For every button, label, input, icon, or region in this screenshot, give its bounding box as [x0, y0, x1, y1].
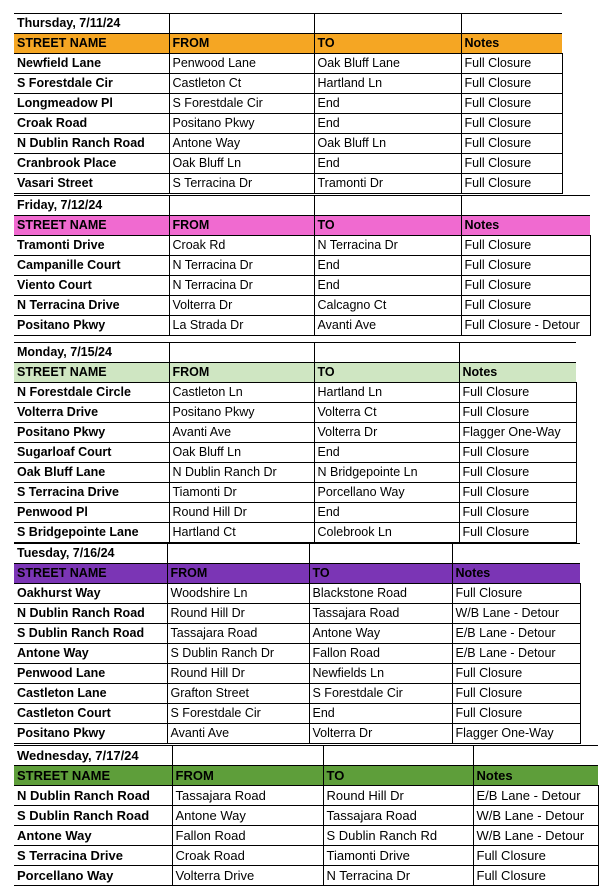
day-title: Thursday, 7/11/24 [14, 14, 169, 34]
notes-cell: Full Closure [461, 296, 590, 316]
col-notes-header: Notes [459, 363, 576, 383]
notes-cell: Full Closure [461, 236, 590, 256]
street-cell: S Dublin Ranch Road [14, 806, 172, 826]
to-cell: Antone Way [309, 624, 452, 644]
from-cell: Oak Bluff Ln [169, 154, 314, 174]
from-cell: Avanti Ave [169, 423, 314, 443]
to-cell: Tramonti Dr [314, 174, 461, 194]
day-title-row [14, 14, 562, 34]
notes-cell: E/B Lane - Detour [473, 786, 598, 806]
notes-cell: Full Closure [459, 443, 576, 463]
from-cell: Avanti Ave [167, 724, 309, 744]
col-notes-header: Notes [473, 766, 598, 786]
notes-cell: Flagger One-Way [452, 724, 580, 744]
from-cell: Woodshire Ln [167, 584, 309, 604]
from-cell: Castleton Ct [169, 74, 314, 94]
notes-cell: Full Closure [461, 114, 562, 134]
table-row [14, 624, 580, 644]
to-cell: Tassajara Road [309, 604, 452, 624]
table-row [14, 846, 598, 866]
notes-cell: Full Closure [459, 523, 576, 543]
day-title: Monday, 7/15/24 [14, 343, 169, 363]
notes-cell: Full Closure [459, 403, 576, 423]
street-cell: S Terracina Drive [14, 846, 172, 866]
from-cell: Round Hill Dr [169, 503, 314, 523]
to-cell: End [314, 503, 459, 523]
from-cell: Penwood Lane [169, 54, 314, 74]
table-row [14, 684, 580, 704]
to-cell: Tiamonti Drive [323, 846, 473, 866]
from-cell: Croak Rd [169, 236, 314, 256]
street-cell: N Dublin Ranch Road [14, 604, 167, 624]
table-row [14, 786, 598, 806]
from-cell: S Forestdale Cir [167, 704, 309, 724]
table-row [14, 54, 562, 74]
table-row [14, 236, 590, 256]
to-cell: End [309, 704, 452, 724]
notes-cell: Full Closure [461, 174, 562, 194]
from-cell: N Terracina Dr [169, 276, 314, 296]
column-header-row [14, 564, 580, 584]
schedule-thursday [14, 13, 563, 194]
table-row [14, 256, 590, 276]
col-to-header: TO [323, 766, 473, 786]
day-title-row [14, 343, 576, 363]
to-cell: Blackstone Road [309, 584, 452, 604]
from-cell: Antone Way [172, 806, 323, 826]
col-to-header: TO [314, 34, 461, 54]
to-cell: Newfields Ln [309, 664, 452, 684]
to-cell: Oak Bluff Lane [314, 54, 461, 74]
notes-cell: Full Closure [452, 704, 580, 724]
to-cell: Volterra Dr [314, 423, 459, 443]
to-cell: Oak Bluff Ln [314, 134, 461, 154]
to-cell: Tassajara Road [323, 806, 473, 826]
to-cell: End [314, 256, 461, 276]
street-cell: Volterra Drive [14, 403, 169, 423]
notes-cell: Full Closure [473, 866, 598, 886]
notes-cell: Full Closure [461, 256, 590, 276]
col-street-header: STREET NAME [14, 766, 172, 786]
table-row [14, 463, 576, 483]
from-cell: S Terracina Dr [169, 174, 314, 194]
notes-cell: Full Closure [473, 846, 598, 866]
from-cell: Grafton Street [167, 684, 309, 704]
day-title-row [14, 544, 580, 564]
day-title-row [14, 746, 598, 766]
from-cell: Oak Bluff Ln [169, 443, 314, 463]
from-cell: Hartland Ct [169, 523, 314, 543]
notes-cell: E/B Lane - Detour [452, 644, 580, 664]
to-cell: End [314, 154, 461, 174]
to-cell: End [314, 443, 459, 463]
to-cell: Hartland Ln [314, 383, 459, 403]
street-cell: Penwood Pl [14, 503, 169, 523]
street-cell: Positano Pkwy [14, 316, 169, 336]
notes-cell: Full Closure [461, 276, 590, 296]
from-cell: Tassajara Road [172, 786, 323, 806]
table-row [14, 296, 590, 316]
table-row [14, 664, 580, 684]
to-cell: N Terracina Dr [314, 236, 461, 256]
notes-cell: Full Closure [452, 684, 580, 704]
table-row [14, 403, 576, 423]
col-from-header: FROM [169, 363, 314, 383]
col-from-header: FROM [172, 766, 323, 786]
notes-cell: Full Closure [461, 154, 562, 174]
to-cell: S Dublin Ranch Rd [323, 826, 473, 846]
col-street-header: STREET NAME [14, 363, 169, 383]
table-row [14, 866, 598, 886]
notes-cell: Full Closure [452, 664, 580, 684]
street-cell: Antone Way [14, 644, 167, 664]
table-row [14, 483, 576, 503]
street-cell: Viento Court [14, 276, 169, 296]
notes-cell: Full Closure [461, 74, 562, 94]
to-cell: End [314, 276, 461, 296]
to-cell: Calcagno Ct [314, 296, 461, 316]
to-cell: Colebrook Ln [314, 523, 459, 543]
column-header-row [14, 766, 598, 786]
street-cell: S Forestdale Cir [14, 74, 169, 94]
table-row [14, 443, 576, 463]
notes-cell: W/B Lane - Detour [452, 604, 580, 624]
col-street-header: STREET NAME [14, 564, 167, 584]
notes-cell: Full Closure [459, 503, 576, 523]
notes-cell: Full Closure [459, 483, 576, 503]
notes-cell: E/B Lane - Detour [452, 624, 580, 644]
from-cell: N Dublin Ranch Dr [169, 463, 314, 483]
street-cell: Newfield Lane [14, 54, 169, 74]
to-cell: Avanti Ave [314, 316, 461, 336]
table-row [14, 523, 576, 543]
to-cell: N Terracina Dr [323, 866, 473, 886]
col-to-header: TO [309, 564, 452, 584]
column-header-row [14, 216, 590, 236]
schedule-friday [14, 195, 591, 336]
street-cell: N Dublin Ranch Road [14, 134, 169, 154]
street-cell: Antone Way [14, 826, 172, 846]
street-cell: Longmeadow Pl [14, 94, 169, 114]
street-cell: N Forestdale Circle [14, 383, 169, 403]
table-row [14, 644, 580, 664]
schedule-tuesday [14, 543, 581, 744]
from-cell: Castleton Ln [169, 383, 314, 403]
table-row [14, 74, 562, 94]
table-row [14, 94, 562, 114]
col-from-header: FROM [169, 34, 314, 54]
street-cell: Cranbrook Place [14, 154, 169, 174]
street-cell: Sugarloaf Court [14, 443, 169, 463]
street-cell: Campanille Court [14, 256, 169, 276]
street-cell: S Bridgepointe Lane [14, 523, 169, 543]
from-cell: Volterra Dr [169, 296, 314, 316]
street-cell: S Terracina Drive [14, 483, 169, 503]
col-from-header: FROM [169, 216, 314, 236]
from-cell: Positano Pkwy [169, 114, 314, 134]
from-cell: Fallon Road [172, 826, 323, 846]
from-cell: Round Hill Dr [167, 664, 309, 684]
to-cell: End [314, 94, 461, 114]
table-row [14, 584, 580, 604]
street-cell: Oakhurst Way [14, 584, 167, 604]
to-cell: Hartland Ln [314, 74, 461, 94]
to-cell: Fallon Road [309, 644, 452, 664]
from-cell: S Dublin Ranch Dr [167, 644, 309, 664]
schedule-wednesday [14, 745, 599, 886]
from-cell: Positano Pkwy [169, 403, 314, 423]
notes-cell: Full Closure [452, 584, 580, 604]
to-cell: N Bridgepointe Ln [314, 463, 459, 483]
day-title: Tuesday, 7/16/24 [14, 544, 167, 564]
notes-cell: W/B Lane - Detour [473, 806, 598, 826]
day-title: Wednesday, 7/17/24 [14, 746, 172, 766]
col-to-header: TO [314, 363, 459, 383]
street-cell: S Dublin Ranch Road [14, 624, 167, 644]
table-row [14, 826, 598, 846]
notes-cell: Full Closure [461, 94, 562, 114]
col-notes-header: Notes [461, 216, 590, 236]
day-title: Friday, 7/12/24 [14, 196, 169, 216]
street-cell: N Dublin Ranch Road [14, 786, 172, 806]
from-cell: La Strada Dr [169, 316, 314, 336]
col-street-header: STREET NAME [14, 216, 169, 236]
col-from-header: FROM [167, 564, 309, 584]
to-cell: Volterra Ct [314, 403, 459, 423]
notes-cell: W/B Lane - Detour [473, 826, 598, 846]
from-cell: Tassajara Road [167, 624, 309, 644]
col-to-header: TO [314, 216, 461, 236]
table-row [14, 383, 576, 403]
col-street-header: STREET NAME [14, 34, 169, 54]
street-cell: Penwood Lane [14, 664, 167, 684]
table-row [14, 423, 576, 443]
street-cell: Croak Road [14, 114, 169, 134]
from-cell: Round Hill Dr [167, 604, 309, 624]
from-cell: Croak Road [172, 846, 323, 866]
street-cell: Castleton Court [14, 704, 167, 724]
street-cell: Positano Pkwy [14, 423, 169, 443]
street-cell: Oak Bluff Lane [14, 463, 169, 483]
column-header-row [14, 34, 562, 54]
to-cell: End [314, 114, 461, 134]
notes-cell: Full Closure [461, 54, 562, 74]
to-cell: Round Hill Dr [323, 786, 473, 806]
table-row [14, 276, 590, 296]
table-row [14, 704, 580, 724]
street-cell: Porcellano Way [14, 866, 172, 886]
table-row [14, 503, 576, 523]
schedule-monday [14, 342, 577, 543]
street-cell: Positano Pkwy [14, 724, 167, 744]
notes-cell: Full Closure - Detour [461, 316, 590, 336]
table-row [14, 154, 562, 174]
table-row [14, 114, 562, 134]
table-row [14, 316, 590, 336]
notes-cell: Full Closure [461, 134, 562, 154]
street-cell: Vasari Street [14, 174, 169, 194]
from-cell: Volterra Drive [172, 866, 323, 886]
day-title-row [14, 196, 590, 216]
notes-cell: Full Closure [459, 383, 576, 403]
street-cell: N Terracina Drive [14, 296, 169, 316]
col-notes-header: Notes [452, 564, 580, 584]
from-cell: Tiamonti Dr [169, 483, 314, 503]
to-cell: S Forestdale Cir [309, 684, 452, 704]
notes-cell: Full Closure [459, 463, 576, 483]
street-cell: Castleton Lane [14, 684, 167, 704]
notes-cell: Flagger One-Way [459, 423, 576, 443]
col-notes-header: Notes [461, 34, 562, 54]
street-cell: Tramonti Drive [14, 236, 169, 256]
table-row [14, 724, 580, 744]
column-header-row [14, 363, 576, 383]
table-row [14, 806, 598, 826]
from-cell: N Terracina Dr [169, 256, 314, 276]
table-row [14, 134, 562, 154]
table-row [14, 604, 580, 624]
from-cell: S Forestdale Cir [169, 94, 314, 114]
table-row [14, 174, 562, 194]
to-cell: Porcellano Way [314, 483, 459, 503]
to-cell: Volterra Dr [309, 724, 452, 744]
from-cell: Antone Way [169, 134, 314, 154]
